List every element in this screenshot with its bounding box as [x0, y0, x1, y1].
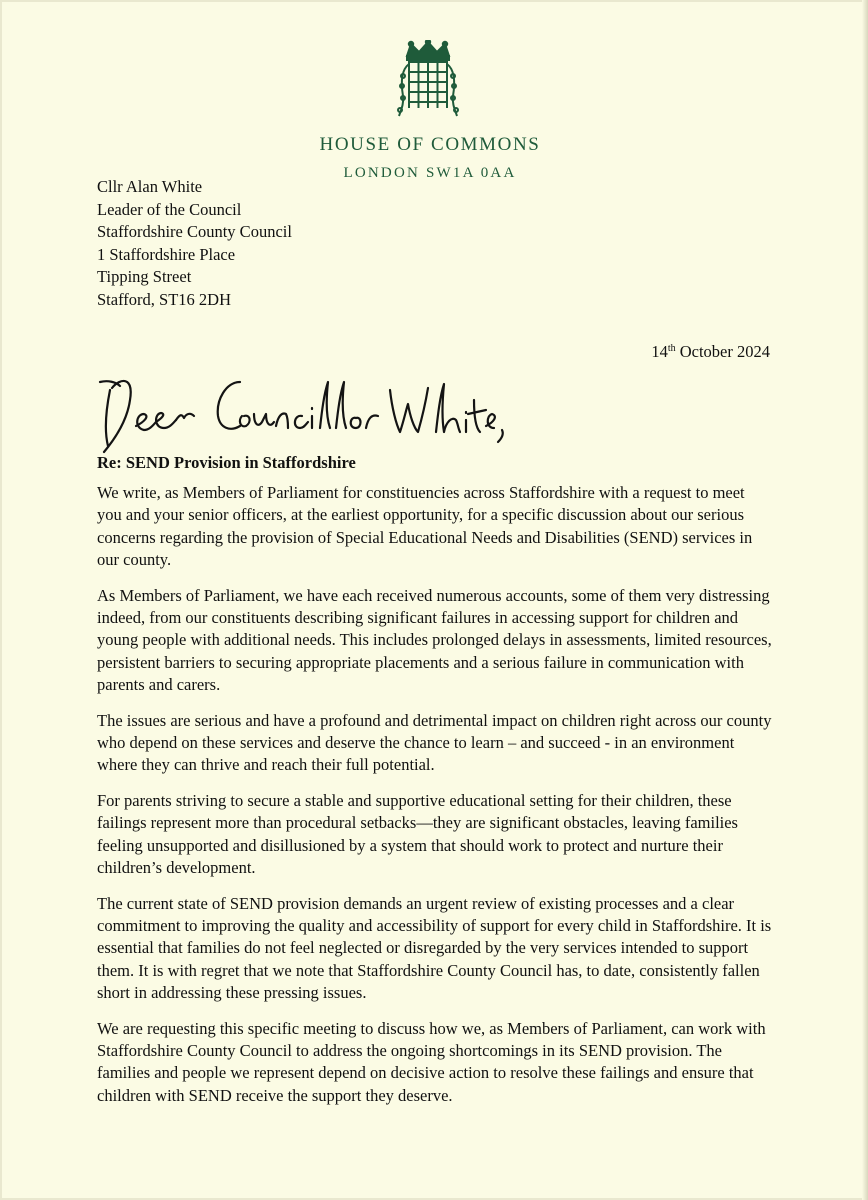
letterhead-title: HOUSE OF COMMONS [319, 134, 541, 155]
letter-subject: Re: SEND Provision in Staffordshire [97, 453, 356, 472]
recipient-line: Leader of the Council [97, 199, 242, 219]
letter-date [600, 342, 770, 362]
date-suffix: th [667, 343, 676, 354]
recipient-line: 1 Staffordshire Place [97, 244, 236, 264]
recipient-line: Cllr Alan White [97, 177, 203, 196]
letter-body [97, 482, 773, 1120]
body-paragraph: The issues are serious and have a profound and detrimental impact on children right across our county who depend on these services and deserve the chance to learn – and succeed - in an environment where they can thrive and reach their full potential. [97, 710, 772, 775]
body-paragraph: We are requesting this specific meeting to discuss how we, as Members of Parliament, can work with Staffordshire County Council to address the ongoing shortcomings in its SEND provision. The families and people we represent depend on decisive action to resolve these failings and ensure that children with SEND receive the support they deserve. [97, 1018, 766, 1105]
recipient-address [97, 176, 292, 312]
page-edge-shadow [862, 0, 868, 1200]
portcullis-crest-icon [397, 40, 459, 120]
body-paragraph: As Members of Parliament, we have each received numerous accounts, some of them very distressing indeed, from our constituents describing significant failures in accessing support for children and young people with additional needs. This includes prolonged delays in assessments, limited resources, persistent barriers to securing appropriate placements and a serious failure in communication with parents and carers. [97, 585, 772, 695]
recipient-line: Staffordshire County Council [97, 222, 292, 242]
date-day: 14 [651, 342, 668, 361]
body-paragraph: The current state of SEND provision demands an urgent review of existing processes and a clear commitment to improving the quality and accessibility of support for every child in Staffordshire. It is essential that families do not feel neglected or disregarded by the very services intended to support them. It is with regret that we note that Staffordshire County Council has, to date, consistently fallen short in addressing these pressing issues. [97, 893, 772, 1003]
date-month-year: October 2024 [675, 342, 770, 361]
body-paragraph: We write, as Members of Parliament for constituencies across Staffordshire with a request to meet you and your senior officers, at the earliest opportunity, for a specific discussion about our serious concerns regarding the provision of Special Educational Needs and Disabilities (SEND) services in our county. [97, 483, 753, 570]
body-paragraph: For parents striving to secure a stable and supportive educational setting for their children, these failings represent more than procedural setbacks—they are significant obstacles, leaving families feeling unsupported and disillusioned by a system that should work to protect and nurture their children’s development. [97, 790, 738, 878]
letterhead-address: LONDON SW1A 0AA [343, 165, 517, 181]
handwritten-salutation [90, 370, 510, 460]
recipient-line: Tipping Street [97, 267, 192, 287]
recipient-line: Stafford, ST16 2DH [97, 289, 231, 309]
